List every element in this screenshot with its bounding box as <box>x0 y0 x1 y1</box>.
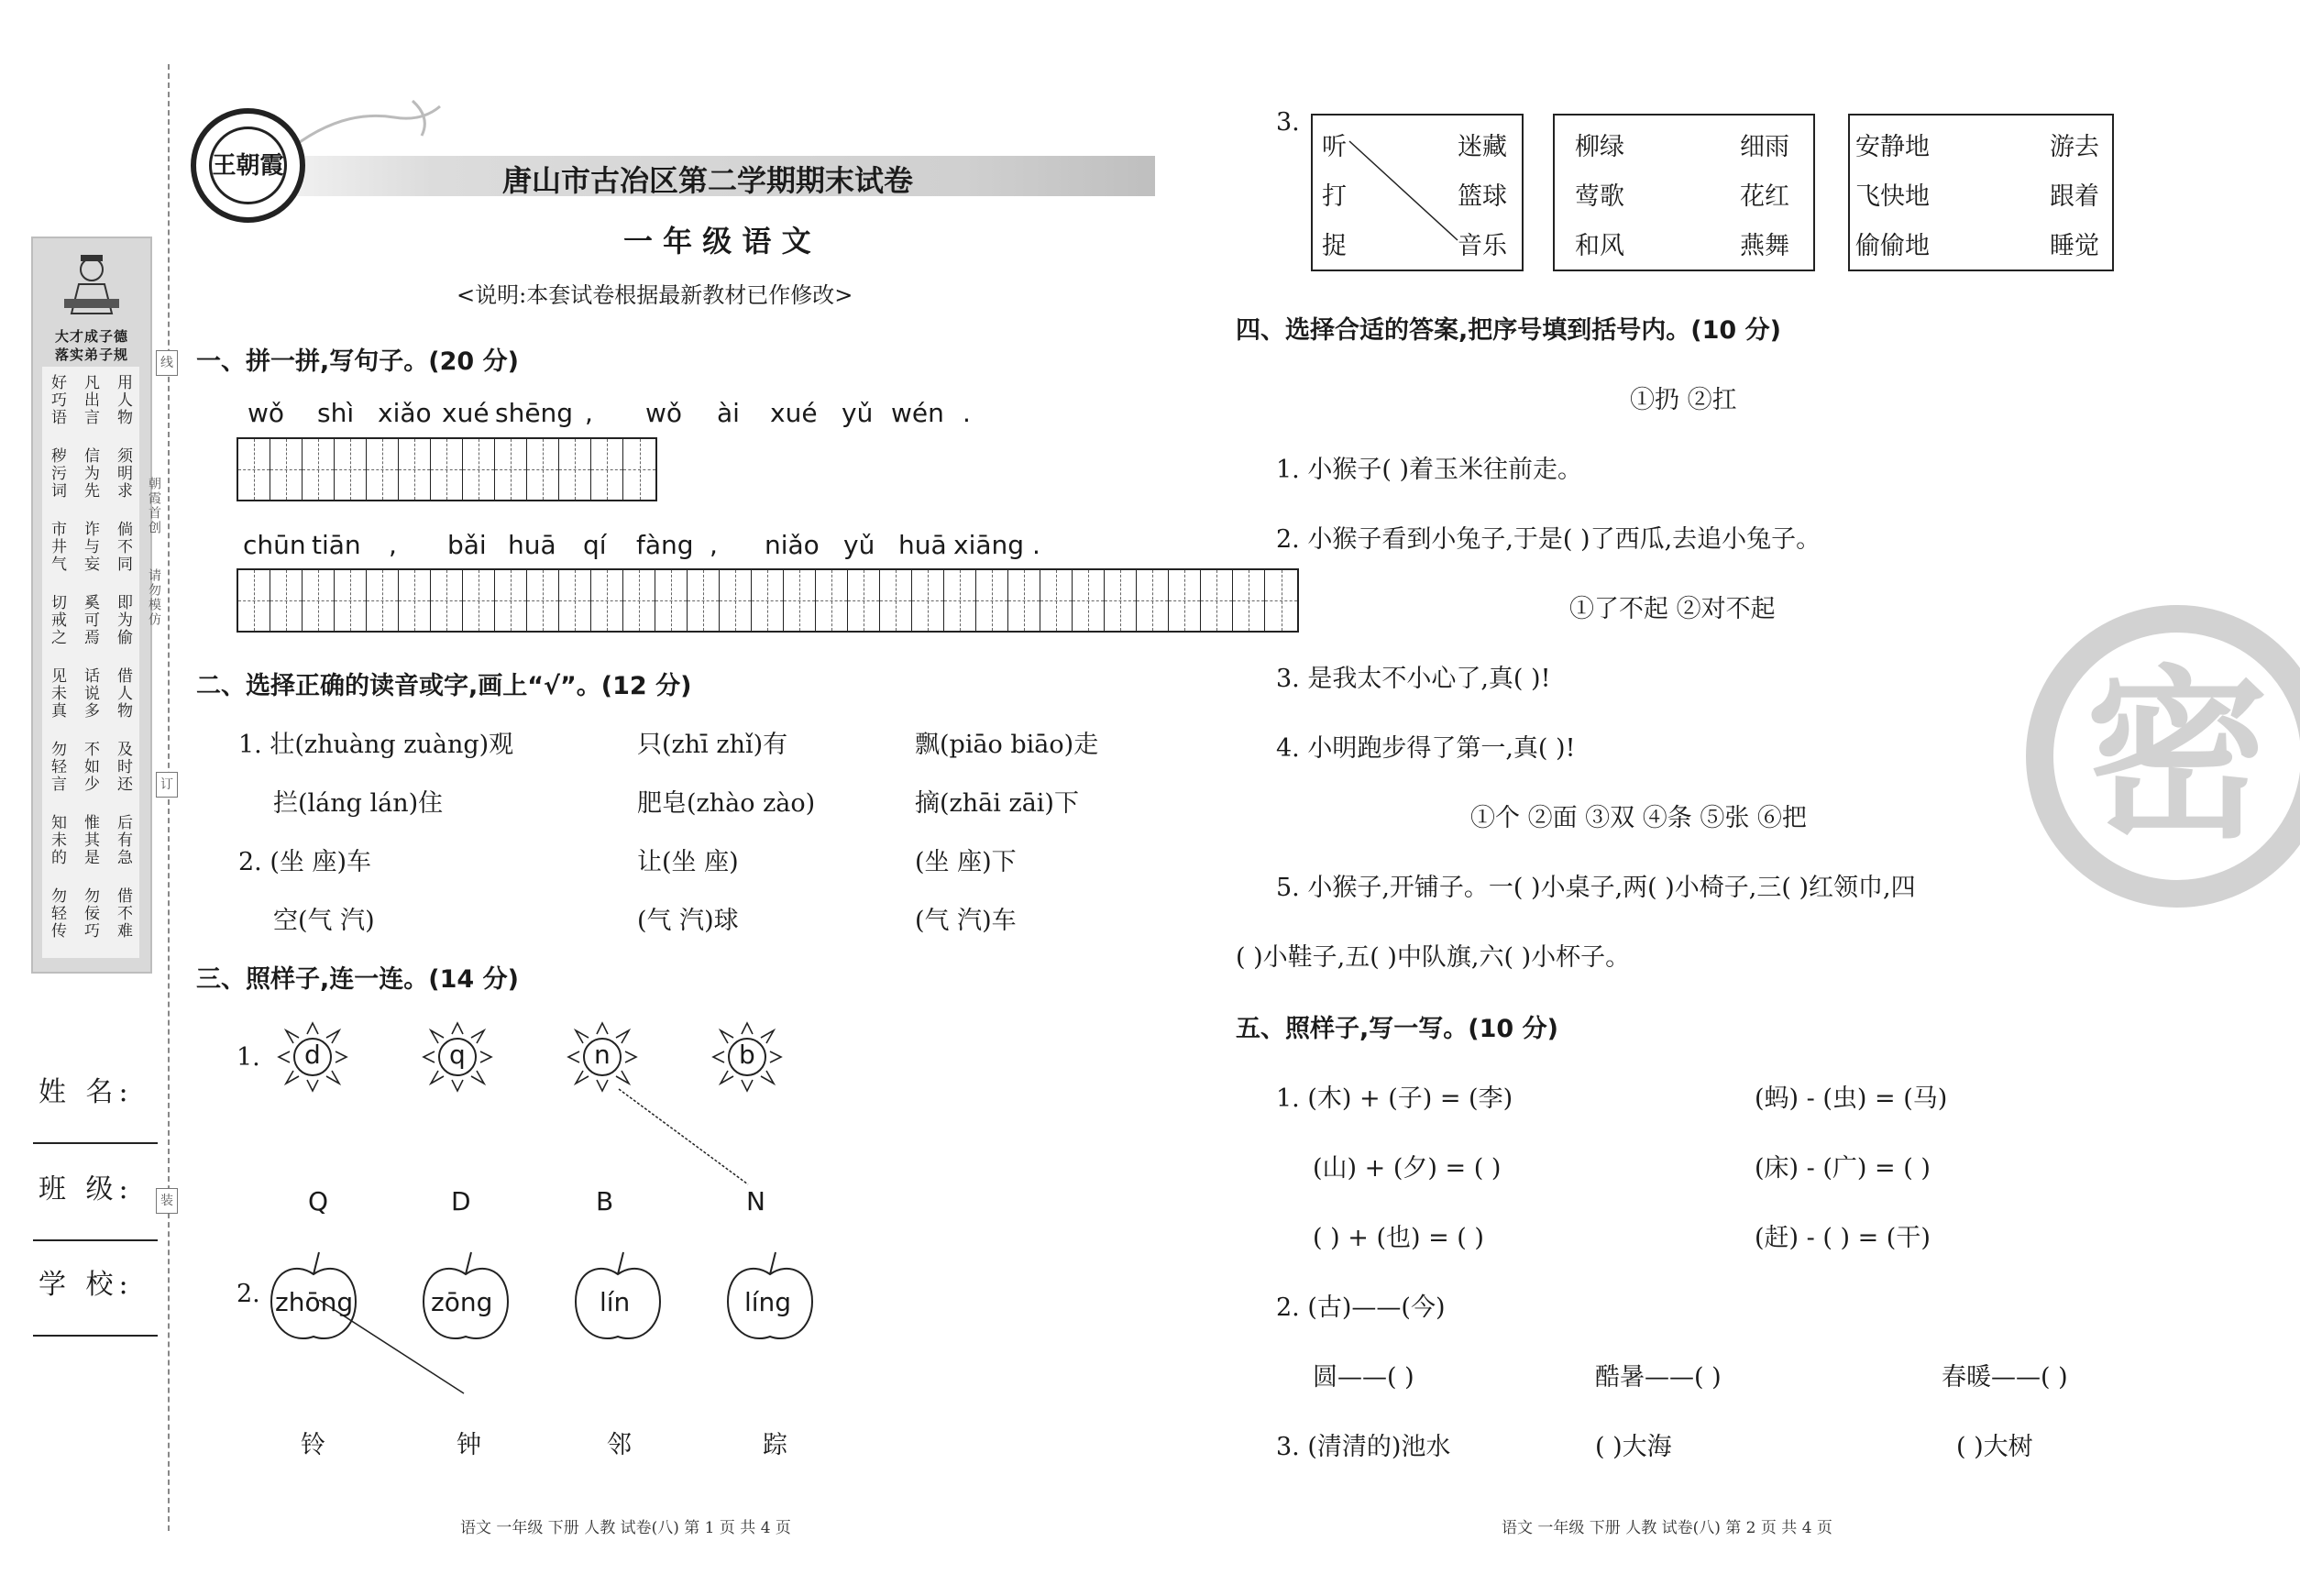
match-left: 听 <box>1322 133 1347 161</box>
vertical-note: 朝霞首创 <box>147 477 161 535</box>
seal-char: 线 <box>156 350 178 376</box>
fill-question[interactable]: 5. 小猴子,开铺子。一( )小桌子,两( )小椅子,三( )红领巾,四 <box>1276 874 1916 902</box>
pinyin-syllable: huā <box>898 530 947 560</box>
motto-top: 大才成子德 <box>54 328 128 345</box>
pinyin-syllable: wén <box>891 398 944 428</box>
fill-question: 2. (古)——(今) <box>1276 1293 1446 1322</box>
motto-col: 秽污词 <box>48 447 66 500</box>
hanzi-char: 踪 <box>763 1431 787 1459</box>
motto-col: 及时还 <box>114 741 132 793</box>
fill-question[interactable]: (赶) - ( ) = (干) <box>1755 1224 1931 1252</box>
option-item[interactable]: 飘(piāo biāo)走 <box>915 731 1099 759</box>
match-right: 花红 <box>1740 182 1789 211</box>
fill-question[interactable]: 春暖——( ) <box>1942 1363 2068 1392</box>
school-label: 学 校: <box>39 1269 134 1301</box>
fill-question[interactable]: 2. 小猴子看到小兔子,于是( )了西瓜,去追小兔子。 <box>1276 525 1821 554</box>
pinyin-syllable: xué <box>442 398 490 428</box>
option-item[interactable]: 让(坐 座) <box>637 848 739 876</box>
logo-text: 王朝霞 <box>209 127 287 204</box>
motto-col: 知未的 <box>48 814 66 866</box>
fill-question[interactable]: ( )小鞋子,五( )中队旗,六( )小杯子。 <box>1236 943 1631 972</box>
motto-bottom: 落实弟子规 <box>54 347 128 363</box>
apple-pinyin: zhōng <box>275 1287 354 1317</box>
pinyin-syllable: niǎo <box>765 530 820 560</box>
footer-right: 语文 一年级 下册 人教 试卷(八) 第 2 页 共 4 页 <box>1502 1519 1832 1537</box>
class-label: 班 级: <box>39 1173 134 1205</box>
match-right: 音乐 <box>1458 232 1507 260</box>
question-number: 3. <box>1276 108 1300 137</box>
option-item[interactable]: (坐 座)下 <box>915 848 1017 876</box>
option-item[interactable]: (气 汽)车 <box>915 907 1017 935</box>
fill-question[interactable]: 1. (木) + (子) = (李) <box>1276 1084 1513 1113</box>
motto-col: 话说多 <box>81 667 99 720</box>
pinyin-syllable: , <box>710 530 718 560</box>
hanzi-char: 邻 <box>607 1431 632 1459</box>
seal-char: 装 <box>156 1188 178 1214</box>
match-left: 柳绿 <box>1575 133 1624 161</box>
section2-title: 二、选择正确的读音或字,画上“√”。(12 分) <box>196 672 692 700</box>
motto-col: 诈与妄 <box>81 521 99 573</box>
motto-col: 市井气 <box>48 521 66 573</box>
edition-note: <说明:本套试卷根据最新教材已作修改> <box>457 282 853 308</box>
answer-options: ①扔 ②扛 <box>1630 386 1737 414</box>
pinyin-syllable: xiǎo <box>378 398 432 428</box>
motto-col: 奚可焉 <box>81 594 99 646</box>
watermark-char: 密 <box>2085 648 2269 864</box>
pinyin-syllable: fàng <box>636 530 694 560</box>
match-right: 游去 <box>2050 133 2099 161</box>
answer-options: ①个 ②面 ③双 ④条 ⑤张 ⑥把 <box>1470 804 1807 832</box>
motto-col: 借人物 <box>114 667 132 720</box>
section4-title: 四、选择合适的答案,把序号填到括号内。(10 分) <box>1236 316 1781 345</box>
option-item[interactable]: 摘(zhāi zāi)下 <box>915 789 1079 818</box>
fill-question[interactable]: (床) - (广) = ( ) <box>1755 1154 1931 1183</box>
section3-title: 三、照样子,连一连。(14 分) <box>196 965 519 994</box>
pinyin-syllable: xiāng <box>953 530 1025 560</box>
match-left: 飞快地 <box>1855 182 1930 211</box>
apple-pinyin: líng <box>744 1287 792 1317</box>
fill-question[interactable]: 圆——( ) <box>1313 1363 1414 1392</box>
option-item[interactable]: 拦(láng lán)住 <box>273 789 444 818</box>
fill-question[interactable]: (山) + (夕) = ( ) <box>1313 1154 1502 1183</box>
vertical-note: 请勿模仿 <box>147 568 161 627</box>
motto-col: 借不难 <box>114 887 132 940</box>
option-item[interactable]: 肥皂(zhào zào) <box>637 789 816 818</box>
pinyin-syllable: yǔ <box>842 398 874 428</box>
page-title: 唐山市古冶区第二学期期末试卷 <box>502 163 914 198</box>
fill-question[interactable]: 酷暑——( ) <box>1595 1363 1722 1392</box>
match-right: 篮球 <box>1458 182 1507 211</box>
motto-col: 切戒之 <box>48 594 66 646</box>
pinyin-syllable: . <box>1032 530 1040 560</box>
footer-left: 语文 一年级 下册 人教 试卷(八) 第 1 页 共 4 页 <box>460 1519 791 1537</box>
motto-col: 勿轻言 <box>48 741 66 793</box>
pinyin-syllable: shì <box>317 398 355 428</box>
sun-letter: q <box>449 1040 466 1070</box>
fill-question[interactable]: 1. 小猴子( )着玉米往前走。 <box>1276 456 1582 484</box>
sun-letter: n <box>594 1040 611 1070</box>
option-item[interactable]: 2. (坐 座)车 <box>238 848 371 876</box>
apple-pinyin: zōng <box>431 1287 493 1317</box>
pinyin-syllable: ài <box>717 398 740 428</box>
motto-col: 后有急 <box>114 814 132 866</box>
section5-title: 五、照样子,写一写。(10 分) <box>1236 1015 1558 1043</box>
pinyin-syllable: yǔ <box>843 530 875 560</box>
option-item[interactable]: (气 汽)球 <box>637 907 739 935</box>
question-number: 1. <box>237 1043 260 1072</box>
match-right: 燕舞 <box>1740 232 1789 260</box>
motto-col: 勿佞巧 <box>81 887 99 940</box>
fill-question[interactable]: 4. 小明跑步得了第一,真( )! <box>1276 734 1576 763</box>
fill-question[interactable]: 3. 是我太不小心了,真( )! <box>1276 665 1551 693</box>
capital-letter: D <box>451 1186 471 1216</box>
match-right: 细雨 <box>1740 133 1789 161</box>
capital-letter: Q <box>308 1186 329 1216</box>
section1-title: 一、拼一拼,写句子。(20 分) <box>196 347 519 376</box>
option-item[interactable]: 只(zhī zhǐ)有 <box>637 731 788 759</box>
match-right: 跟着 <box>2050 182 2099 211</box>
pinyin-syllable: tiān <box>312 530 361 560</box>
motto-col: 用人物 <box>114 374 132 426</box>
match-left: 偷偷地 <box>1855 232 1930 260</box>
answer-options: ①了不起 ②对不起 <box>1569 595 1776 623</box>
motto-col: 惟其是 <box>81 814 99 866</box>
page-subtitle: 一 年 级 语 文 <box>623 224 811 259</box>
option-item[interactable]: 1. 壮(zhuàng zuàng)观 <box>238 731 514 759</box>
match-left: 和风 <box>1575 232 1624 260</box>
pinyin-syllable: , <box>585 398 593 428</box>
hanzi-char: 铃 <box>301 1431 325 1459</box>
sun-letter: d <box>304 1040 321 1070</box>
motto-col: 即为偷 <box>114 594 132 646</box>
pinyin-syllable: , <box>389 530 397 560</box>
question-number: 2. <box>237 1280 260 1308</box>
pinyin-syllable: . <box>963 398 971 428</box>
apple-pinyin: lín <box>600 1287 631 1317</box>
option-item[interactable]: 空(气 汽) <box>273 907 375 935</box>
match-right: 迷藏 <box>1458 133 1507 161</box>
match-left: 安静地 <box>1855 133 1930 161</box>
fill-question: 3. (清清的)池水 <box>1276 1433 1451 1461</box>
pinyin-syllable: bǎi <box>447 530 487 560</box>
fill-question[interactable]: ( ) + (也) = ( ) <box>1313 1224 1484 1252</box>
match-left: 打 <box>1322 182 1347 211</box>
seal-char: 订 <box>156 772 178 798</box>
motto-col: 好巧语 <box>48 374 66 426</box>
example-link-line <box>1348 138 1467 248</box>
capital-letter: B <box>596 1186 614 1216</box>
pinyin-syllable: huā <box>508 530 556 560</box>
fill-question[interactable]: ( )大海 <box>1595 1433 1672 1461</box>
pinyin-syllable: wǒ <box>248 398 285 428</box>
fill-question[interactable]: (蚂) - (虫) = (马) <box>1755 1084 1948 1113</box>
motto-col: 勿轻传 <box>48 887 66 940</box>
capital-letter: N <box>746 1186 765 1216</box>
motto-col: 不如少 <box>81 741 99 793</box>
pinyin-syllable: qí <box>583 530 607 560</box>
hanzi-char: 钟 <box>457 1431 481 1459</box>
pinyin-syllable: chūn <box>243 530 306 560</box>
example-link-lines <box>0 0 917 1467</box>
match-left: 莺歌 <box>1575 182 1624 211</box>
motto-col: 信为先 <box>81 447 99 500</box>
confidential-watermark <box>2026 605 2300 908</box>
match-right: 睡觉 <box>2050 232 2099 260</box>
sun-letter: b <box>739 1040 755 1070</box>
pinyin-syllable: wǒ <box>645 398 683 428</box>
motto-col: 倘不同 <box>114 521 132 573</box>
motto-col: 凡出言 <box>81 374 99 426</box>
motto-col: 见未真 <box>48 667 66 720</box>
motto-col: 须明求 <box>114 447 132 500</box>
fill-question[interactable]: ( )大树 <box>1956 1433 2033 1461</box>
pinyin-syllable: xué <box>770 398 818 428</box>
pinyin-syllable: shēng <box>495 398 574 428</box>
match-left: 捉 <box>1322 232 1347 260</box>
name-label: 姓 名: <box>39 1076 134 1108</box>
